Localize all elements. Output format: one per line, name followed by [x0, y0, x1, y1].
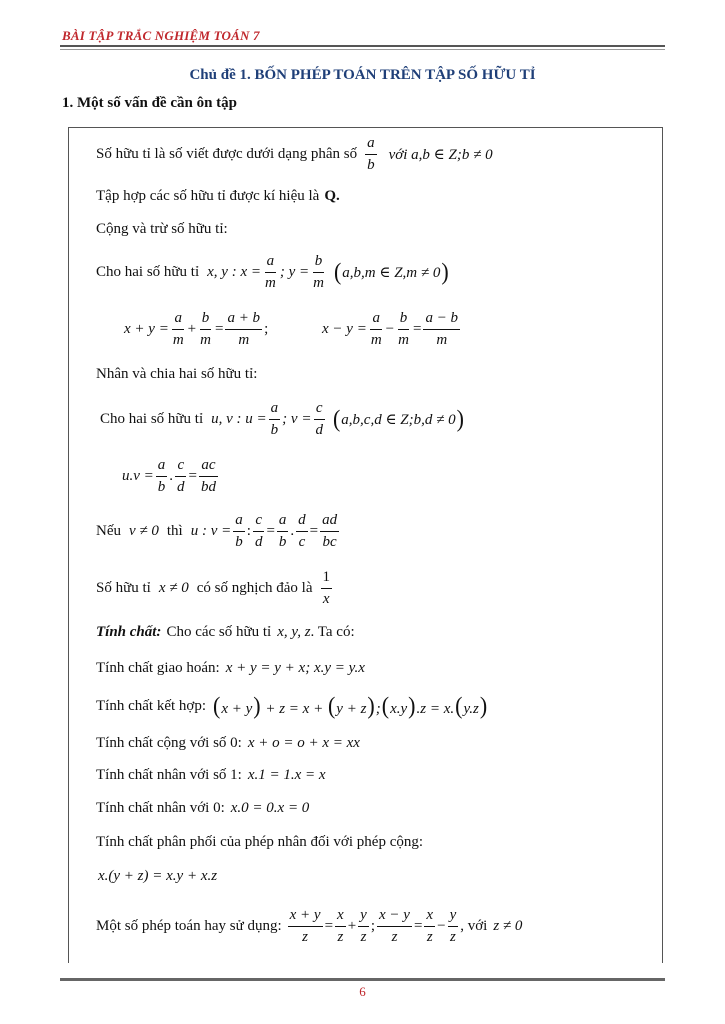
common-ops-line: Một số phép toán hay sử dụng: $\frac{x + y}{z}$ = $\frac{x}{z}$ + $\frac{y}{z}$ ; $\frac{x - y}{z}$ = $\frac{x}{z}$ − $\frac{y}{z}$ , với z ≠ 0: [96, 907, 523, 945]
then-text: thì: [166, 522, 183, 539]
add-zero-text: Tính chất cộng với số 0:: [96, 735, 242, 751]
properties-line: [96, 624, 355, 641]
mul-zero-formula: x.0 = 0.x = 0: [230, 800, 310, 816]
multiplication-formula: u.v = $\frac{a}{b}$ . $\frac{c}{d}$ = $\frac{ac}{bd}$: [122, 457, 216, 495]
fraction-b-over-m: $\frac{b}{m}$: [313, 253, 324, 291]
reciprocal-line: Số hữu tỉ x ≠ 0 có số nghịch đảo là $\frac{1}{x}$: [96, 569, 331, 607]
page-number: 6: [359, 984, 366, 999]
running-header-title: BÀI TẬP TRẮC NGHIỆM TOÁN 7: [62, 28, 260, 43]
mul-one-line: [96, 767, 326, 784]
given-two-uv-text: Cho hai số hữu tỉ: [100, 410, 204, 427]
header-rule-thin: [60, 49, 665, 50]
if-text: Nếu: [96, 522, 121, 539]
division-formula: Nếu v ≠ 0 thì u : v = $\frac{a}{b}$ : $\frac{c}{d}$ = $\frac{a}{b}$ . $\frac{d}{c}$ = $\frac{ad}{bc}$: [96, 512, 338, 550]
distributive-heading: Tính chất phân phối của phép nhân đối với phép cộng:: [96, 834, 424, 850]
set-line: [96, 188, 340, 205]
add-zero-formula: x + o = o + x = xx: [247, 735, 360, 751]
add-sub-heading: Cộng và trừ số hữu tỉ:: [96, 221, 228, 237]
properties-vars: x, y, z: [277, 624, 311, 640]
definition-text: Số hữu tỉ là số viết được dưới dạng phân số: [96, 145, 358, 162]
given-two-text: Cho hai số hữu tỉ: [96, 263, 200, 280]
commutative-line: [96, 660, 365, 677]
common-ops-cond: , với: [460, 917, 488, 934]
definition-condition: với a,b ∈ Z;b ≠ 0: [388, 146, 493, 163]
add-zero-line: [96, 735, 360, 752]
mul-one-text: Tính chất nhân với số 1:: [96, 767, 242, 783]
mul-one-formula: x.1 = 1.x = x: [247, 767, 326, 783]
uv-definition-line: Cho hai số hữu tỉ u, v : u = $\frac{a}{b}$ ; v = $\frac{c}{d}$ ( a,b,c,d ∈ Z;b,d ≠ 0 ): [100, 400, 464, 438]
associative-text: Tính chất kết hợp:: [96, 697, 206, 714]
set-text: Tập hợp các số hữu tỉ được kí hiệu là: [96, 188, 320, 204]
distributive-formula: x.(y + z) = x.y + x.z: [98, 868, 218, 884]
xy-condition: a,b,m ∈ Z,m ≠ 0: [342, 264, 441, 281]
subtraction-formula: x − y = $\frac{a}{m}$ − $\frac{b}{m}$ = $\frac{a - b}{m}$: [322, 310, 459, 348]
properties-tail: . Ta có:: [310, 624, 355, 640]
properties-text: Cho các số hữu tỉ: [166, 624, 272, 640]
section-heading: 1. Một số vấn đề cần ôn tập: [62, 95, 238, 111]
mul-div-heading: Nhân và chia hai số hữu tỉ:: [96, 366, 258, 382]
header-rule: [60, 45, 665, 47]
fraction-a-over-m: $\frac{a}{m}$: [264, 253, 276, 291]
topic-title: Chủ đề 1. BỐN PHÉP TOÁN TRÊN TẬP SỐ HỮU TỈ: [189, 67, 536, 83]
definition-line: [96, 135, 493, 173]
mul-zero-line: [96, 800, 309, 817]
footer-rule: [60, 978, 665, 981]
common-ops-text: Một số phép toán hay sử dụng:: [96, 917, 282, 934]
commutative-formula: x + y = y + x; x.y = y.x: [225, 660, 365, 676]
commutative-text: Tính chất giao hoán:: [96, 660, 220, 676]
addition-formula: x + y = $\frac{a}{m}$ + $\frac{b}{m}$ = $\frac{a + b}{m}$ ;: [124, 310, 269, 348]
set-symbol: Q.: [324, 188, 340, 204]
properties-label: Tính chất:: [96, 624, 162, 640]
mul-zero-text: Tính chất nhân với 0:: [96, 800, 225, 816]
uv-condition: a,b,c,d ∈ Z;b,d ≠ 0: [341, 411, 456, 428]
associative-line: Tính chất kết hợp: (x + y) + z = x + (y + z);(x.y).z = x.(y.z): [96, 691, 488, 720]
reciprocal-mid-text: có số nghịch đảo là: [196, 579, 313, 596]
fraction-a-over-b: $\frac{a}{b}$: [367, 135, 375, 173]
xy-definition-line: Cho hai số hữu tỉ x, y : x = $\frac{a}{m}$ ; y = $\frac{b}{m}$ ( a,b,m ∈ Z,m ≠ 0 ): [96, 253, 449, 291]
reciprocal-text: Số hữu tỉ: [96, 579, 151, 596]
